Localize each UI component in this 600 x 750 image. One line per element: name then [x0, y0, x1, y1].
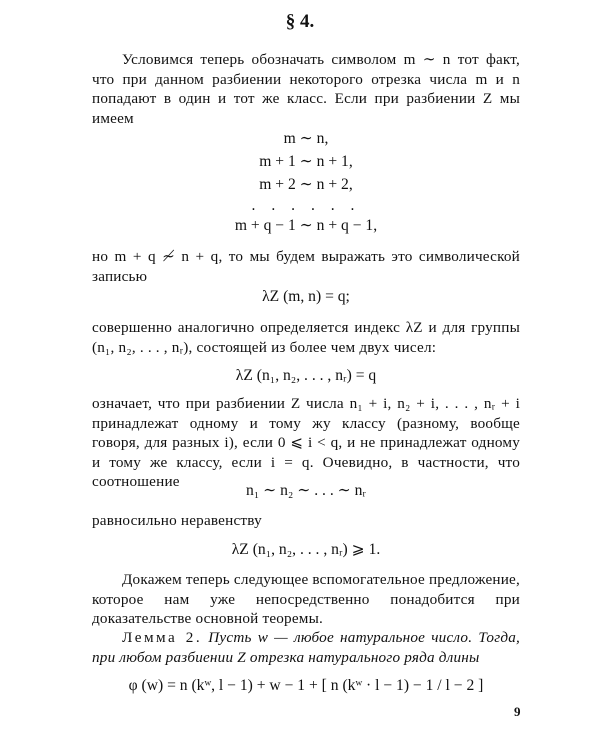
equation-m-plus-2: m + 2 ∼ n + 2, — [259, 176, 353, 193]
equation-m-equiv-n: m ∼ n, — [283, 130, 329, 147]
equation-chain-equiv: n₁ ∼ n₂ ∼ . . . ∼ nᵣ — [246, 482, 366, 499]
equation-lambda-group: λZ (n₁, n₂, . . . , nᵣ) = q — [235, 367, 377, 384]
equation-m-plus-1: m + 1 ∼ n + 1, — [259, 153, 353, 170]
page-number: 9 — [514, 704, 521, 719]
section-heading: § 4. — [285, 11, 315, 32]
lemma-2 — [92, 628, 520, 667]
paragraph-definition: Условимся теперь обозначать символом m ∼ n тот факт, что при данном разбиении некоторого отрезка числа m и n попадают в один и тот же класс. Если при разбиении Z мы имеем — [92, 51, 520, 127]
equation-dots: . . . . . . — [251, 197, 361, 214]
paragraph-meaning: означает, что при разбиении Z числа n₁ + i, n₂ + i, . . . , nᵣ + i принадлежат одному и тому жу классу (разному, вообще говоря, для разных i), если 0 ⩽ i < q, и не принадлежат одному и тому же классу, если i = q. Очевидно, в частности, что соотношение — [92, 395, 520, 490]
paragraph-auxiliary-proposition: Докажем теперь следующее вспомогательное предложение, которое нам уже непосредственно понадобится при доказательстве основной теоремы. — [92, 571, 520, 627]
lemma-label: Лемма 2. — [122, 629, 203, 646]
equation-lambda-inequality: λZ (n₁, n₂, . . . , nᵣ) ⩾ 1. — [231, 541, 381, 558]
lemma-statement: Пусть w — любое натуральное число. Тогда, при любом разбиении Z отрезка натурального ряда длины — [92, 629, 521, 666]
paragraph-symbolic-notation: но m + q ≁ n + q, то мы будем выражать это символической записью — [92, 248, 520, 285]
equation-m-plus-q-minus-1: m + q − 1 ∼ n + q − 1, — [234, 217, 378, 234]
paragraph-group-index: совершенно аналогично определяется индекс λZ и для группы (n₁, n₂, . . . , nᵣ), состоящей из более чем двух чисел: — [92, 319, 520, 356]
equation-lambda-m-n: λZ (m, n) = q; — [262, 288, 350, 305]
paragraph-equivalent-inequality: равносильно неравенству — [92, 512, 262, 529]
equation-phi-w: φ (w) = n (kʷ, l − 1) + w − 1 + [ n (kʷ · l − 1) − 1 / l − 2 ] — [128, 677, 484, 694]
